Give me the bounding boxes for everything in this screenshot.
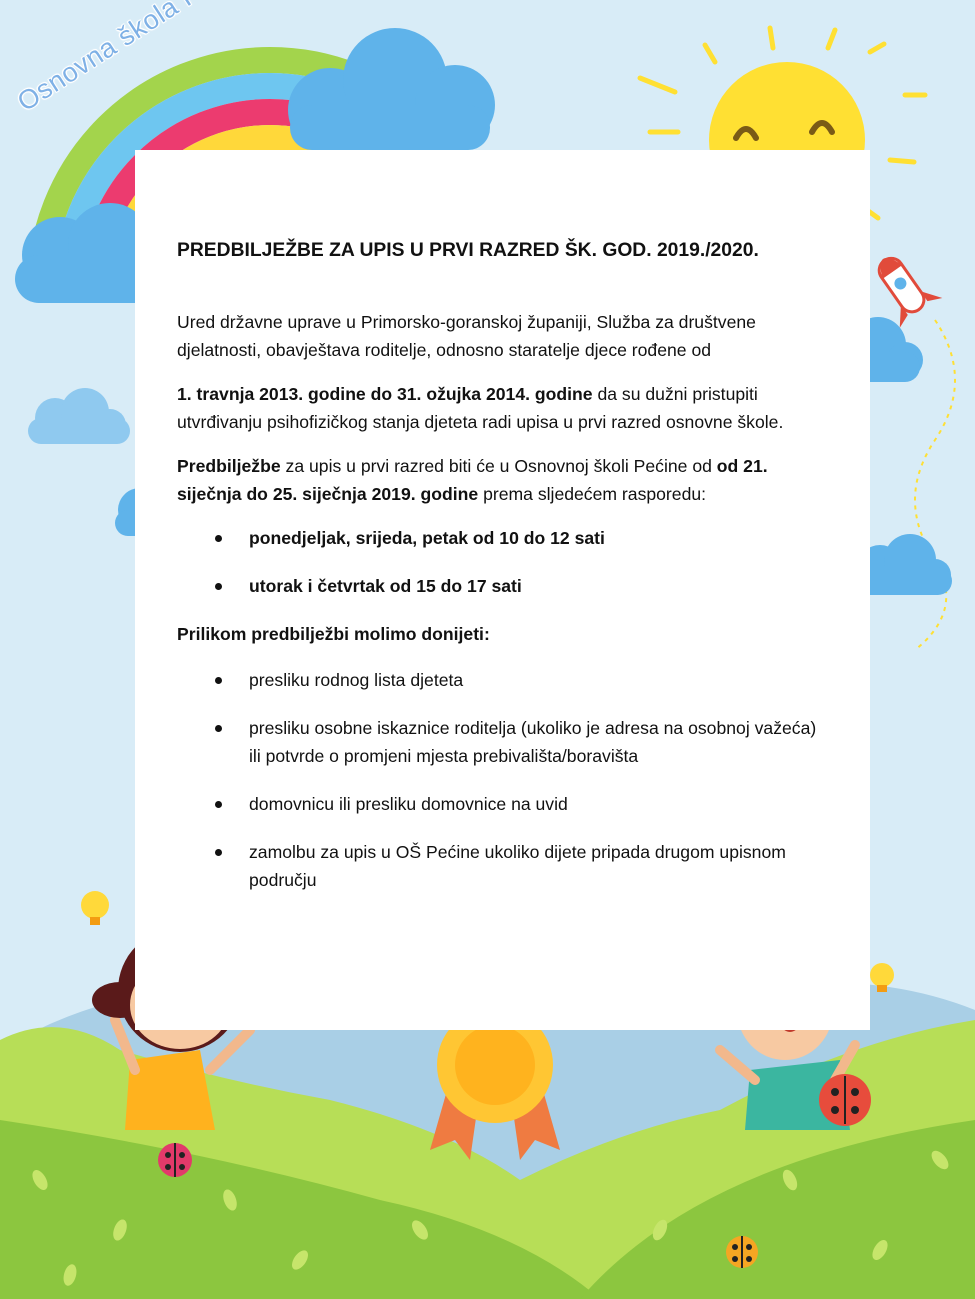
schedule-text2: prema sljedećem rasporedu: bbox=[478, 484, 707, 504]
bullet-icon bbox=[215, 725, 222, 732]
list-item bbox=[177, 838, 817, 894]
notice-heading: PREDBILJEŽBE ZA UPIS U PRVI RAZRED ŠK. GOD. 2019./2020. bbox=[177, 240, 759, 261]
schedule-label: Predbilježbe bbox=[177, 456, 281, 476]
list-item bbox=[177, 572, 817, 600]
document-item-text: zamolbu za upis u OŠ Pećine ukoliko dijete pripada drugom upisnom području bbox=[249, 842, 786, 890]
ladybug-icon bbox=[819, 1074, 871, 1126]
dates-rest: da su dužni pristupiti utvrđivanju psihofizičkog stanja djeteta radi upisa u prvi razred osnovne škole. bbox=[177, 384, 784, 432]
schedule-item-text: utorak i četvrtak od 15 do 17 sati bbox=[249, 576, 522, 596]
schedule-item-text: ponedjeljak, srijeda, petak od 10 do 12 sati bbox=[249, 528, 605, 548]
schedule-dates: od 21. siječnja do 25. siječnja 2019. godine bbox=[177, 456, 768, 504]
list-item bbox=[177, 524, 817, 552]
bullet-icon bbox=[215, 849, 222, 856]
bullet-icon bbox=[215, 583, 222, 590]
bullet-icon bbox=[215, 535, 222, 542]
document-item-text: presliku osobne iskaznice roditelja (ukoliko je adresa na osobnoj važeća) ili potvrde o promjeni mjesta prebivališta/boravišta bbox=[249, 718, 817, 766]
intro-paragraph: Ured državne uprave u Primorsko-goranskoj županiji, Služba za društvene djelatnosti, obavještava roditelje, odnosno staratelje djece rođene od bbox=[177, 312, 756, 360]
ladybug-icon bbox=[726, 1236, 758, 1268]
ladybug-icon bbox=[158, 1143, 192, 1177]
schedule-list bbox=[177, 524, 817, 600]
documents-heading: Prilikom predbilježbi molimo donijeti: bbox=[177, 624, 490, 644]
bullet-icon bbox=[215, 677, 222, 684]
document-item-text: domovnicu ili presliku domovnice na uvid bbox=[249, 794, 568, 814]
list-item bbox=[177, 666, 817, 694]
notice-content bbox=[177, 236, 817, 914]
schedule-text1: za upis u prvi razred biti će u Osnovnoj školi Pećine od bbox=[280, 456, 717, 476]
schedule-paragraph bbox=[177, 452, 817, 508]
list-item bbox=[177, 714, 817, 770]
bullet-icon bbox=[215, 801, 222, 808]
dates-range: 1. travnja 2013. godine do 31. ožujka 2014. godine bbox=[177, 384, 593, 404]
documents-list bbox=[177, 666, 817, 894]
dates-paragraph bbox=[177, 380, 817, 436]
list-item bbox=[177, 790, 817, 818]
document-item-text: presliku rodnog lista djeteta bbox=[249, 670, 464, 690]
